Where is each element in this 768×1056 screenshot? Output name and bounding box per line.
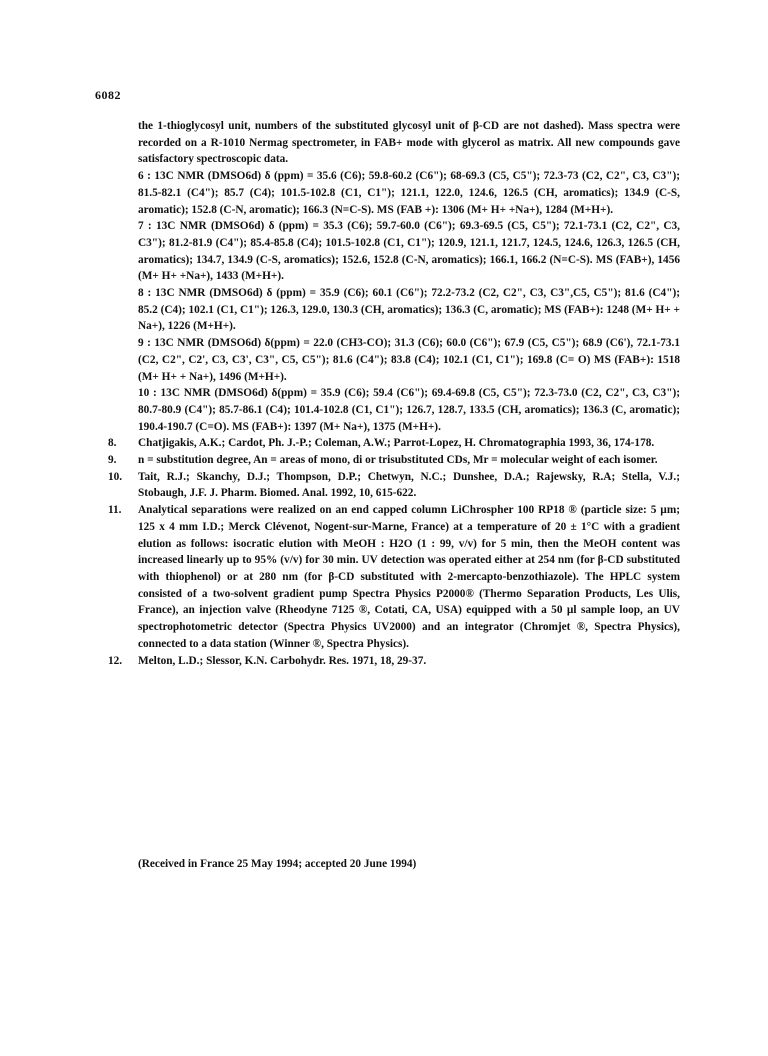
received-date: (Received in France 25 May 1994; accepted 20 June 1994) (138, 858, 417, 870)
page-body (108, 118, 680, 669)
reference-10 (108, 469, 680, 502)
reference-text: Tait, R.J.; Skanchy, D.J.; Thompson, D.P.; Chetwyn, N.C.; Dunshee, D.A.; Rajewsky, R.A; Stella, V.J.; Stobaugh, J.F. J. Pharm. Biomed. Anal. 1992, 10, 615-622. (138, 470, 680, 500)
reference-number: 11. (108, 504, 122, 517)
page-number: 6082 (95, 88, 121, 102)
reference-text: n = substitution degree, An = areas of mono, di or trisubstituted CDs, Mr = molecular weight of each isomer. (138, 454, 658, 467)
nmr-entry-7: 7 : 13C NMR (DMSO6d) δ (ppm) = 35.3 (C6); 59.7-60.0 (C6"); 69.3-69.5 (C5, C5"); 72.1-73.1 (C2, C2", C3, C3"); 81.2-81.9 (C4"); 85.4-85.8 (C4); 101.5-102.8 (C1, C1"); 120.9, 121.1, 121.7, 124.5, 124.6, 126.3, 126.5 (CH, aromatics); 134.7, 134.9 (C-S, aromatics); 152.6, 152.8 (C-N, aromatics); 166.1, 166.2 (N=C-S). MS (FAB+), 1456 (M+ H+ +Na+), 1433 (M+H+). (138, 220, 680, 283)
reference-number: 8. (108, 437, 117, 450)
nmr-entry-6: 6 : 13C NMR (DMSO6d) δ (ppm) = 35.6 (C6); 59.8-60.2 (C6"); 68-69.3 (C5, C5"); 72.3-73 (C2, C2", C3, C3"); 81.5-82.1 (C4"); 85.7 (C4); 101.5-102.8 (C1, C1"); 121.1, 122.0, 124.6, 126.5 (CH, aromatics); 134.9 (C-S, aromatic); 152.8 (C-N, aromatic); 166.3 (N=C-S). MS (FAB +): 1306 (M+ H+ +Na+), 1284 (M+H+). (138, 170, 680, 216)
reference-9 (108, 452, 680, 469)
reference-12 (108, 653, 680, 670)
reference-number: 9. (108, 454, 117, 467)
reference-number: 12. (108, 654, 123, 667)
nmr-entry-8: 8 : 13C NMR (DMSO6d) δ (ppm) = 35.9 (C6); 60.1 (C6"); 72.2-73.2 (C2, C2", C3, C3",C5, C5"); 81.6 (C4"); 85.2 (C4); 102.1 (C1, C1"); 126.3, 129.0, 130.3 (CH, aromatics); 136.3 (C, aromatic); MS (FAB+): 1248 (M+ H+ + Na+), 1226 (M+H+). (138, 287, 680, 333)
reference-text: Melton, L.D.; Slessor, K.N. Carbohydr. Res. 1971, 18, 29-37. (138, 654, 427, 667)
reference-8 (108, 435, 680, 452)
nmr-entry-10: 10 : 13C NMR (DMSO6d) δ(ppm) = 35.9 (C6); 59.4 (C6"); 69.4-69.8 (C5, C5"); 72.3-73.0 (C2, C2", C3, C3"); 80.7-80.9 (C4"); 85.7-86.1 (C4); 101.4-102.8 (C1, C1"); 126.7, 128.7, 133.5 (CH, aromatics); 136.3 (C, aromatic); 190.4-190.7 (C=O). MS (FAB+): 1397 (M+ Na+), 1375 (M+H+). (138, 387, 680, 433)
nmr-entry-9: 9 : 13C NMR (DMSO6d) δ(ppm) = 22.0 (CH3-CO); 31.3 (C6); 60.0 (C6"); 67.9 (C5, C5"); 68.9 (C6'), 72.1-73.1 (C2, C2", C2', C3, C3', C3", C5, C5"); 81.6 (C4"); 83.8 (C4); 102.1 (C1, C1"); 169.8 (C= O) MS (FAB+): 1518 (M+ H+ + Na+), 1496 (M+H+). (138, 337, 680, 383)
reference-text: Chatjigakis, A.K.; Cardot, Ph. J.-P.; Coleman, A.W.; Parrot-Lopez, H. Chromatographia 1993, 36, 174-178. (138, 437, 655, 450)
reference-number: 10. (108, 470, 123, 483)
reference-text: Analytical separations were realized on an end capped column LiChrospher 100 RP18 ® (particle size: 5 µm; 125 x 4 mm I.D.; Merck Clévenot, Nogent-sur-Marne, France) at a temperature of 20 ± 1°C with a gradient elution as follows: isocratic elution with MeOH : H2O (1 : 99, v/v) for 5 min, then the MeOH content was increased linearly up to 95% (v/v) for 30 min. UV detection was operated either at 254 nm (for β-CD substituted with thiophenol) or at 280 nm (for β-CD substituted with 2-mercapto-benzothiazole). The HPLC system consisted of a two-solvent gradient pump Spectra Physics P2000® (Thermo Separation Products, Les Ulis, France), an injection valve (Rheodyne 7125 ®, Cotati, CA, USA) equipped with a 50 µl sample loop, an UV spectrophotometric detector (Spectra Physics UV2000) and an integrator (Chromjet ®, Spectra Physics), connected to a data station (Winner ®, Spectra Physics). (138, 504, 680, 650)
intro-paragraph: the 1-thioglycosyl unit, numbers of the substituted glycosyl unit of β-CD are not dashed). Mass spectra were recorded on a R-1010 Nermag spectrometer, in FAB+ mode with glycerol as matrix. All new compounds gave satisfactory spectroscopic data. (138, 120, 680, 166)
reference-11 (108, 502, 680, 652)
